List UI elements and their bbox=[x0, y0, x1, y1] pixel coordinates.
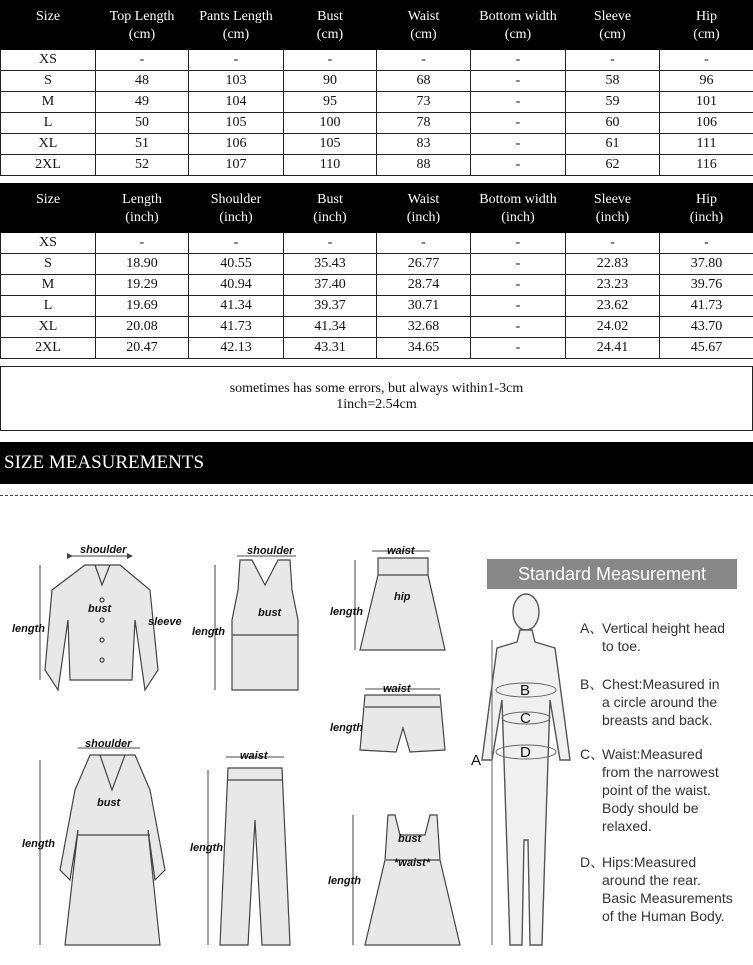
header-unit: (cm) bbox=[222, 27, 250, 42]
coat-illustration bbox=[60, 755, 165, 945]
column-header bbox=[566, 1, 660, 50]
table-cell: XL bbox=[1, 134, 96, 155]
label-length-dress: length bbox=[328, 875, 361, 887]
header-unit: (cm) bbox=[128, 27, 156, 42]
table-cell: 41.34 bbox=[189, 296, 284, 317]
table-cell: 49 bbox=[96, 92, 189, 113]
column-header bbox=[660, 1, 753, 50]
desc-letter: A、 bbox=[580, 620, 604, 636]
tank-top-illustration bbox=[232, 560, 298, 690]
column-header bbox=[660, 184, 753, 233]
header-label: Pants Length bbox=[199, 9, 273, 24]
table-cell: 106 bbox=[189, 134, 284, 155]
column-header bbox=[1, 1, 96, 50]
header-label: Bust bbox=[317, 192, 343, 207]
header-row bbox=[1, 1, 753, 50]
table-cell: 88 bbox=[377, 155, 471, 176]
column-header bbox=[1, 184, 96, 233]
table-cell: 78 bbox=[377, 113, 471, 134]
table-cell: - bbox=[96, 233, 189, 254]
column-header bbox=[189, 184, 284, 233]
table-cell: 37.40 bbox=[284, 275, 377, 296]
column-header bbox=[96, 1, 189, 50]
label-length-tank: length bbox=[192, 626, 225, 638]
table-cell: 105 bbox=[284, 134, 377, 155]
table-cell: 58 bbox=[566, 71, 660, 92]
table-cell: 83 bbox=[377, 134, 471, 155]
table-cell: 23.62 bbox=[566, 296, 660, 317]
table-cell: - bbox=[660, 233, 753, 254]
figure-letter-d: D bbox=[520, 744, 531, 761]
header-label: Sleeve bbox=[593, 192, 632, 207]
column-header bbox=[284, 184, 377, 233]
table-cell: 110 bbox=[284, 155, 377, 176]
label-length-shorts: length bbox=[330, 722, 363, 734]
table-cell: XS bbox=[1, 50, 96, 71]
measurement-note bbox=[0, 366, 753, 431]
label-waist-trousers: waist bbox=[240, 750, 268, 762]
desc-text: Hips:Measured around the rear. Basic Measurements of the Human Body. bbox=[602, 854, 733, 924]
header-label: Size bbox=[35, 192, 61, 207]
table-cell: 105 bbox=[189, 113, 284, 134]
table-cell: 40.94 bbox=[189, 275, 284, 296]
trousers-illustration bbox=[220, 768, 290, 945]
table-cell: M bbox=[1, 275, 96, 296]
header-unit: (inch) bbox=[313, 210, 347, 225]
table-cell: - bbox=[471, 233, 566, 254]
table-cell: - bbox=[471, 155, 566, 176]
header-label: Length bbox=[122, 192, 162, 207]
desc-item-b bbox=[580, 675, 750, 729]
header-label: Size bbox=[35, 9, 61, 24]
desc-letter: D、 bbox=[580, 854, 605, 870]
table-cell: 42.13 bbox=[189, 338, 284, 359]
column-header bbox=[96, 184, 189, 233]
table-cell: 90 bbox=[284, 71, 377, 92]
table-cell: 19.29 bbox=[96, 275, 189, 296]
table-cell: 41.34 bbox=[284, 317, 377, 338]
table-cell: 18.90 bbox=[96, 254, 189, 275]
table-cell: - bbox=[377, 50, 471, 71]
table-cell: - bbox=[471, 92, 566, 113]
table-cell: - bbox=[189, 50, 284, 71]
table-cell: S bbox=[1, 71, 96, 92]
table-cell: 106 bbox=[660, 113, 753, 134]
table-row bbox=[1, 71, 753, 92]
table-row bbox=[1, 92, 753, 113]
table-cell: - bbox=[660, 50, 753, 71]
figure-letter-a: A bbox=[471, 752, 482, 769]
label-shoulder-blouse: shoulder bbox=[80, 544, 127, 556]
table-row bbox=[1, 134, 753, 155]
table-row bbox=[1, 155, 753, 176]
header-unit: (inch) bbox=[406, 210, 441, 225]
table-cell: 68 bbox=[377, 71, 471, 92]
table-cell: 32.68 bbox=[377, 317, 471, 338]
table-cell: 101 bbox=[660, 92, 753, 113]
table-cell: 41.73 bbox=[189, 317, 284, 338]
table-cell: XS bbox=[1, 233, 96, 254]
table-cell: - bbox=[471, 275, 566, 296]
header-unit: (cm) bbox=[410, 27, 437, 42]
table-cell: 61 bbox=[566, 134, 660, 155]
label-length-skirt: length bbox=[330, 606, 363, 618]
table-cell: M bbox=[1, 92, 96, 113]
note-line-1: sometimes has some errors, but always within1-3cm bbox=[229, 381, 524, 396]
table-cell: 103 bbox=[189, 71, 284, 92]
table-cell: - bbox=[284, 50, 377, 71]
table-cell: 19.69 bbox=[96, 296, 189, 317]
column-header bbox=[284, 1, 377, 50]
table-cell: 22.83 bbox=[566, 254, 660, 275]
dashed-divider bbox=[0, 495, 753, 496]
table-cell: - bbox=[471, 254, 566, 275]
table-cell: 35.43 bbox=[284, 254, 377, 275]
header-unit: (cm) bbox=[504, 27, 532, 42]
table-cell: 100 bbox=[284, 113, 377, 134]
header-unit: (cm) bbox=[693, 27, 720, 42]
table-cell: 45.67 bbox=[660, 338, 753, 359]
header-label: Hip bbox=[696, 192, 717, 207]
size-table-inch bbox=[0, 183, 753, 359]
table-cell: 39.37 bbox=[284, 296, 377, 317]
header-unit: (cm) bbox=[599, 27, 626, 42]
table-row bbox=[1, 296, 753, 317]
label-waist-dress: *waist* bbox=[394, 857, 431, 869]
table-cell: 107 bbox=[189, 155, 284, 176]
label-bust-dress: bust bbox=[398, 833, 422, 845]
table-cell: - bbox=[566, 233, 660, 254]
table-cell: 24.02 bbox=[566, 317, 660, 338]
body-figure bbox=[482, 594, 570, 945]
table-cell: - bbox=[377, 233, 471, 254]
table-cell: 24.41 bbox=[566, 338, 660, 359]
table-cell: 48 bbox=[96, 71, 189, 92]
table-row bbox=[1, 275, 753, 296]
table-cell: 104 bbox=[189, 92, 284, 113]
label-length-blouse: length bbox=[12, 623, 45, 635]
desc-text: Chest:Measured in a circle around the breasts and back. bbox=[602, 676, 720, 728]
label-waist-shorts: waist bbox=[383, 683, 411, 695]
desc-item-c bbox=[580, 745, 750, 835]
table-cell: 41.73 bbox=[660, 296, 753, 317]
table-cell: 60 bbox=[566, 113, 660, 134]
header-label: Waist bbox=[407, 192, 440, 207]
table-cell: 30.71 bbox=[377, 296, 471, 317]
header-unit: (inch) bbox=[125, 210, 159, 225]
skirt-illustration bbox=[360, 558, 445, 650]
table-cell: 52 bbox=[96, 155, 189, 176]
desc-text: Waist:Measured from the narrowest point of the waist. Body should be relaxed. bbox=[602, 746, 719, 834]
column-header bbox=[471, 1, 566, 50]
label-bust-tank: bust bbox=[258, 607, 282, 619]
desc-text: Vertical height head to toe. bbox=[602, 620, 725, 654]
table-cell: XL bbox=[1, 317, 96, 338]
table-cell: - bbox=[96, 50, 189, 71]
header-label: Waist bbox=[407, 9, 440, 24]
table-cell: 50 bbox=[96, 113, 189, 134]
table-row bbox=[1, 338, 753, 359]
table-cell: - bbox=[471, 113, 566, 134]
desc-letter: C、 bbox=[580, 746, 605, 762]
table-cell: 43.31 bbox=[284, 338, 377, 359]
label-bust-coat: bust bbox=[97, 797, 121, 809]
table-cell: 51 bbox=[96, 134, 189, 155]
table-cell: 59 bbox=[566, 92, 660, 113]
desc-letter: B、 bbox=[580, 676, 604, 692]
table-cell: - bbox=[284, 233, 377, 254]
label-bust-blouse: bust bbox=[88, 603, 112, 615]
table-row bbox=[1, 50, 753, 71]
header-unit: (inch) bbox=[595, 210, 630, 225]
column-header bbox=[377, 1, 471, 50]
table-cell: 96 bbox=[660, 71, 753, 92]
table-cell: - bbox=[189, 233, 284, 254]
header-label: Shoulder bbox=[210, 192, 262, 207]
figure-letter-b: B bbox=[520, 682, 531, 699]
table-row bbox=[1, 233, 753, 254]
table-cell: - bbox=[566, 50, 660, 71]
standard-measurement-title: Standard Measurement bbox=[487, 559, 737, 589]
label-shoulder-coat: shoulder bbox=[85, 738, 132, 750]
table-cell: - bbox=[471, 134, 566, 155]
table-row bbox=[1, 254, 753, 275]
table-cell: 73 bbox=[377, 92, 471, 113]
table-cell: 20.47 bbox=[96, 338, 189, 359]
header-row bbox=[1, 184, 753, 233]
shorts-illustration bbox=[360, 695, 445, 752]
size-measurements-banner: SIZE MEASUREMENTS bbox=[0, 442, 753, 484]
table-cell: 2XL bbox=[1, 155, 96, 176]
blouse-illustration bbox=[45, 565, 158, 690]
header-unit: (inch) bbox=[219, 210, 253, 225]
table-cell: L bbox=[1, 296, 96, 317]
table-cell: 95 bbox=[284, 92, 377, 113]
table-cell: 40.55 bbox=[189, 254, 284, 275]
table-cell: 62 bbox=[566, 155, 660, 176]
table-cell: 37.80 bbox=[660, 254, 753, 275]
header-unit bbox=[1, 210, 95, 232]
table-row bbox=[1, 317, 753, 338]
desc-item-a bbox=[580, 619, 750, 655]
table-cell: 23.23 bbox=[566, 275, 660, 296]
table-cell: 116 bbox=[660, 155, 753, 176]
table-cell: 2XL bbox=[1, 338, 96, 359]
table-cell: - bbox=[471, 338, 566, 359]
table-row bbox=[1, 113, 753, 134]
table-cell: 34.65 bbox=[377, 338, 471, 359]
header-label: Bottom width bbox=[479, 192, 557, 207]
label-waist-skirt: waist bbox=[387, 545, 415, 557]
header-unit: (inch) bbox=[501, 210, 535, 225]
header-unit: (cm) bbox=[316, 27, 344, 42]
table-cell: - bbox=[471, 50, 566, 71]
label-sleeve-blouse: sleeve bbox=[148, 616, 182, 628]
figure-letter-c: C bbox=[520, 710, 531, 727]
table-cell: - bbox=[471, 296, 566, 317]
table-cell: 39.76 bbox=[660, 275, 753, 296]
header-label: Bottom width bbox=[479, 9, 557, 24]
table-cell: 28.74 bbox=[377, 275, 471, 296]
table-cell: 111 bbox=[660, 134, 753, 155]
header-label: Bust bbox=[317, 9, 343, 24]
table-cell: 20.08 bbox=[96, 317, 189, 338]
column-header bbox=[189, 1, 284, 50]
table-cell: L bbox=[1, 113, 96, 134]
column-header bbox=[377, 184, 471, 233]
label-length-trousers: length bbox=[190, 842, 223, 854]
column-header bbox=[566, 184, 660, 233]
header-label: Hip bbox=[696, 9, 717, 24]
label-length-coat: length bbox=[22, 838, 55, 850]
table-cell: - bbox=[471, 317, 566, 338]
table-cell: 26.77 bbox=[377, 254, 471, 275]
note-line-2: 1inch=2.54cm bbox=[336, 397, 417, 412]
header-unit: (inch) bbox=[689, 210, 724, 225]
column-header bbox=[471, 184, 566, 233]
table-cell: 43.70 bbox=[660, 317, 753, 338]
header-unit bbox=[1, 27, 95, 49]
header-label: Sleeve bbox=[593, 9, 632, 24]
table-cell: - bbox=[471, 71, 566, 92]
desc-item-d bbox=[580, 853, 750, 925]
label-shoulder-tank: shoulder bbox=[247, 545, 294, 557]
header-label: Top Length bbox=[109, 9, 175, 24]
size-table-cm bbox=[0, 0, 753, 176]
label-hip-skirt: hip bbox=[394, 591, 411, 603]
table-cell: S bbox=[1, 254, 96, 275]
